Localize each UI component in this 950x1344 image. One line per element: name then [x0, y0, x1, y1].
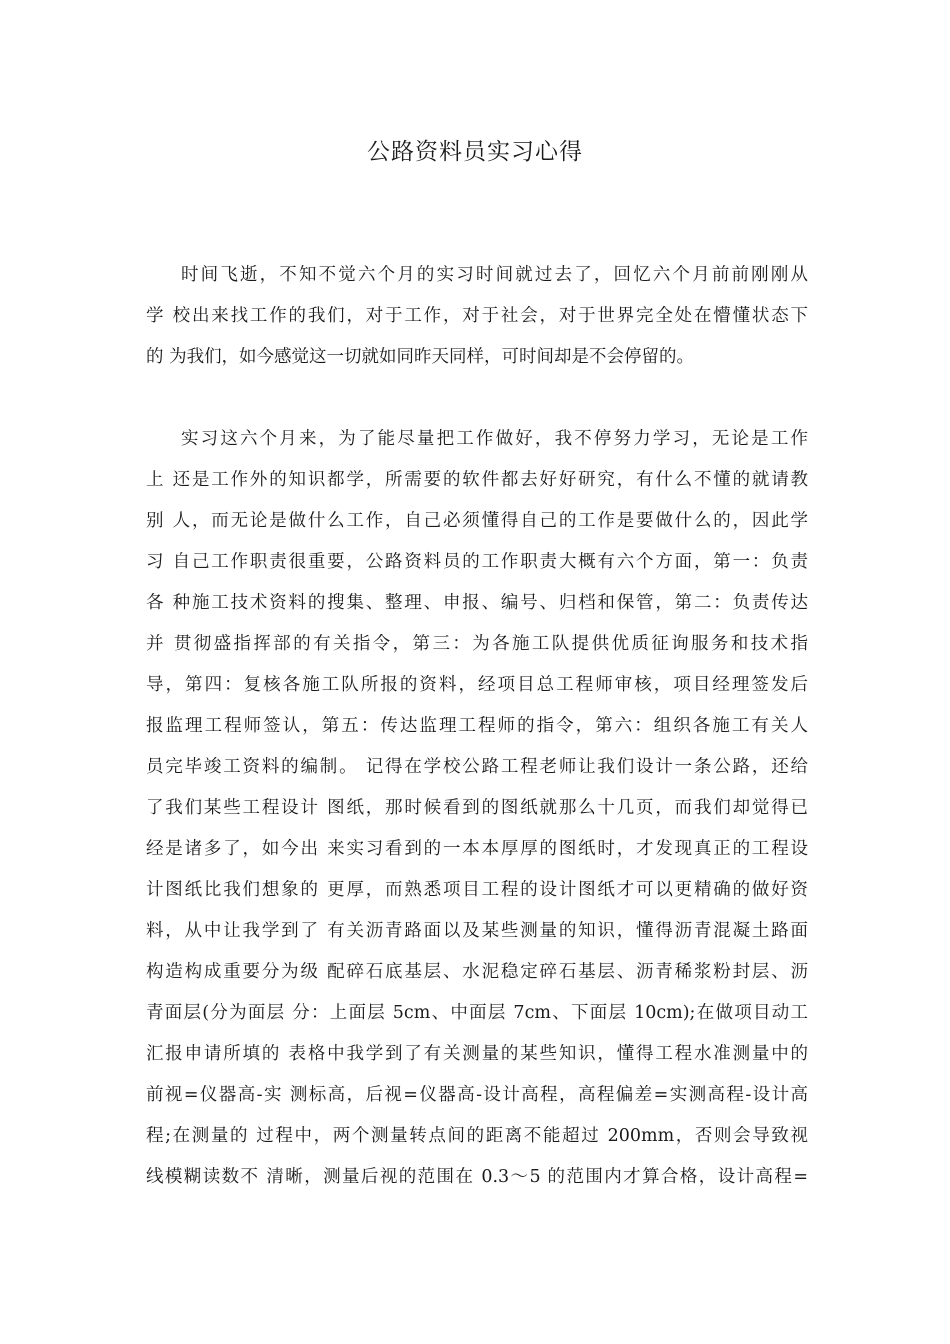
paragraph-line: 的 为我们，如今感觉这一切就如同昨天同样，可时间却是不会停留的。	[146, 347, 695, 367]
paragraph-line: 线模糊读数不 清晰，测量后视的范围在 0.3～5 的范围内才算合格，设计高程=	[146, 1167, 808, 1187]
paragraph-line: 各 种施工技术资料的搜集、整理、申报、编号、归档和保管，第二：负责传达	[146, 593, 808, 613]
paragraph-line: 计图纸比我们想象的 更厚，而熟悉项目工程的设计图纸才可以更精确的做好资	[146, 880, 808, 900]
document-title: 公路资料员实习心得	[367, 139, 583, 165]
paragraph-line: 前视=仪器高-实 测标高，后视=仪器高-设计高程，高程偏差=实测高程-设计高	[146, 1085, 808, 1105]
paragraph-line: 程;在测量的 过程中，两个测量转点间的距离不能超过 200mm，否则会导致视	[146, 1126, 808, 1146]
paragraph-line: 导，第四：复核各施工队所报的资料，经项目总工程师审核，项目经理签发后	[146, 675, 808, 695]
paragraph-line: 料，从中让我学到了 有关沥青路面以及某些测量的知识，懂得沥青混凝土路面	[146, 921, 808, 941]
paragraph-line: 时间飞逝，不知不觉六个月的实习时间就过去了，回忆六个月前前刚刚从	[181, 265, 808, 285]
paragraph-line: 青面层(分为面层 分：上面层 5cm、中面层 7cm、下面层 10cm);在做项目动工	[146, 1003, 808, 1023]
paragraph-1	[146, 255, 808, 378]
paragraph-line: 上 还是工作外的知识都学，所需要的软件都去好好研究，有什么不懂的就请教	[146, 470, 808, 490]
paragraph-line: 习 自己工作职责很重要，公路资料员的工作职责大概有六个方面，第一：负责	[146, 552, 808, 572]
paragraph-line: 别 人，而无论是做什么工作，自己必须懂得自己的工作是要做什么的，因此学	[146, 511, 808, 531]
paragraph-2	[146, 419, 808, 1198]
paragraph-line: 汇报申请所填的 表格中我学到了有关测量的某些知识，懂得工程水准测量中的	[146, 1044, 808, 1064]
paragraph-line: 构造构成重要分为级 配碎石底基层、水泥稳定碎石基层、沥青稀浆粉封层、沥	[146, 962, 808, 982]
paragraph-line: 经是诸多了，如今出 来实习看到的一本本厚厚的图纸时，才发现真正的工程设	[146, 839, 808, 859]
paragraph-line: 员完毕竣工资料的编制。 记得在学校公路工程老师让我们设计一条公路，还给	[146, 757, 808, 777]
paragraph-line: 了我们某些工程设计 图纸，那时候看到的图纸就那么十几页，而我们却觉得已	[146, 798, 808, 818]
paragraph-line: 学 校出来找工作的我们，对于工作，对于社会，对于世界完全处在懵懂状态下	[146, 306, 808, 326]
paragraph-line: 实习这六个月来，为了能尽量把工作做好，我不停努力学习，无论是工作	[181, 429, 808, 449]
paragraph-line: 并 贯彻盛指挥部的有关指令，第三：为各施工队提供优质征询服务和技术指	[146, 634, 808, 654]
paragraph-line: 报监理工程师签认，第五：传达监理工程师的指令，第六：组织各施工有关人	[146, 716, 808, 736]
